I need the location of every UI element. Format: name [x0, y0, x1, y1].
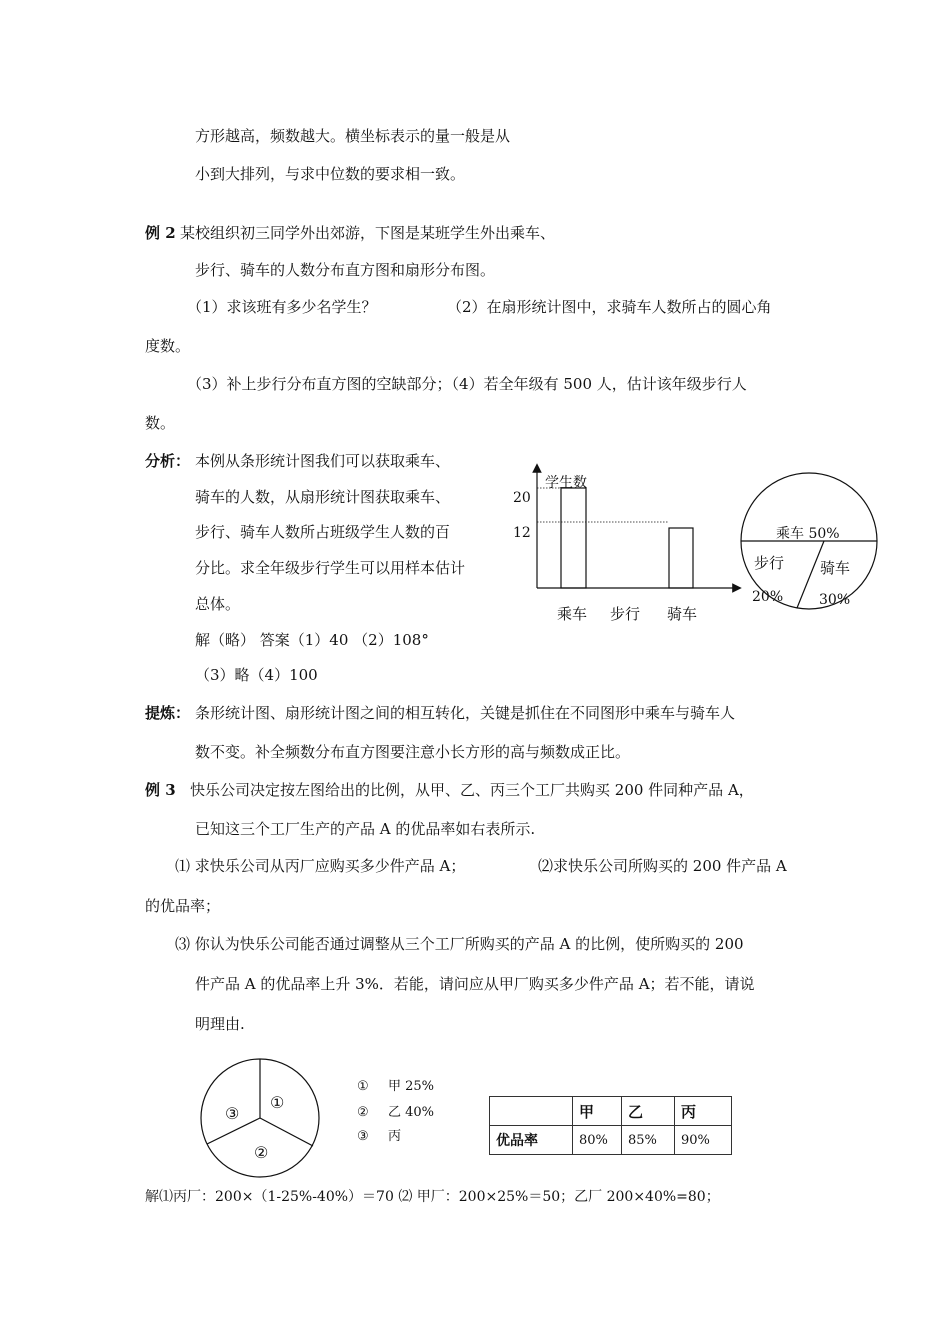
intro-line-2: 小到大排列，与求中位数的要求相一致。 [195, 165, 466, 183]
example3-question-3-line-3: 明理由. [195, 1015, 245, 1033]
example3-question-2-cont: 的优品率； [145, 897, 221, 915]
example3-question-3-line-2: 件产品 A 的优品率上升 3%．若能，请问应从甲厂购买多少件产品 A；若不能，请说 [195, 975, 755, 993]
example2-question-2-cont: 度数。 [145, 337, 191, 355]
analysis-label: 分析： [145, 452, 191, 470]
summary-line-1: 条形统计图、扇形统计图之间的相互转化，关键是抓住在不同图形中乘车与骑车人 [195, 704, 736, 722]
table-header-yi: 乙 [622, 1097, 675, 1126]
example2-line-1: 某校组织初三同学外出郊游，下图是某班学生外出乘车、 [180, 224, 556, 242]
table-header-jia: 甲 [573, 1097, 622, 1126]
example3-question-1: ⑴ 求快乐公司从丙厂应购买多少件产品 A； [175, 857, 466, 875]
summary-line-2: 数不变。补全频数分布直方图要注意小长方形的高与频数成正比。 [195, 743, 631, 761]
table-header-empty [490, 1097, 573, 1126]
legend-text-1: 甲 25% [388, 1079, 435, 1094]
legend-mark-3: ③ [357, 1129, 369, 1144]
example2-line-2: 步行、骑车的人数分布直方图和扇形分布图。 [195, 261, 496, 279]
example3-line-1: 快乐公司决定按左图给出的比例，从甲、乙、丙三个工厂共购买 200 件同种产品 A， [190, 781, 754, 799]
pie-travel-label-chengche: 乘车 50% [776, 526, 840, 542]
pie-factories-label-3: ③ [225, 1104, 240, 1123]
pie-travel-label-buxing-pct: 20% [752, 589, 784, 605]
bar-qiche [669, 528, 693, 588]
pie-travel-label-qiche: 骑车 [820, 559, 851, 577]
intro-line-1: 方形越高，频数越大。横坐标表示的量一般是从 [195, 127, 511, 145]
pie-travel-label-buxing: 步行 [754, 554, 785, 572]
analysis-line-3: 步行、骑车人数所占班级学生人数的百 [195, 523, 451, 541]
example2-question-2: （2）在扇形统计图中，求骑车人数所占的圆心角 [447, 298, 772, 316]
example3-line-2: 已知这三个工厂生产的产品 A 的优品率如右表所示. [195, 820, 536, 838]
bar-chart-tick-12: 12 [513, 525, 531, 541]
summary-label: 提炼： [145, 704, 191, 722]
table-cell-jia: 80% [573, 1126, 622, 1155]
bar-chart-xlabel-0: 乘车 [557, 605, 588, 623]
pie-factories-label-2: ② [254, 1143, 269, 1162]
example2-label: 例 2 [145, 224, 176, 242]
bar-chart-xlabel-2: 骑车 [667, 605, 698, 623]
legend-text-2: 乙 40% [388, 1105, 435, 1120]
quality-rate-table [489, 1096, 732, 1155]
table-header-row [490, 1097, 732, 1126]
table-header-bing: 丙 [675, 1097, 732, 1126]
pie-chart-travel [738, 470, 883, 615]
pie-chart-factories [198, 1056, 323, 1181]
solution-answers: 解（略） 答案（1）40 （2）108° [195, 631, 429, 649]
analysis-line-5: 总体。 [195, 595, 241, 613]
table-cell-bing: 90% [675, 1126, 732, 1155]
example2-question-3-cont: 数。 [145, 414, 176, 432]
analysis-line-1: 本例从条形统计图我们可以获取乘车、 [195, 452, 451, 470]
legend-text-3: 丙 [388, 1129, 402, 1144]
legend-mark-1: ① [357, 1079, 369, 1094]
bar-chart-xlabel-1: 步行 [610, 605, 641, 623]
solution-answers-2: （3）略（4）100 [195, 666, 318, 684]
example3-question-2: ⑵求快乐公司所购买的 200 件产品 A [538, 857, 787, 875]
pie-factories-label-1: ① [270, 1093, 285, 1112]
bar-chart-tick-20: 20 [513, 490, 531, 506]
analysis-line-2: 骑车的人数，从扇形统计图获取乘车、 [195, 488, 451, 506]
pie-travel-label-qiche-pct: 30% [819, 592, 851, 608]
table-cell-yi: 85% [622, 1126, 675, 1155]
example3-question-3: ⑶ 你认为快乐公司能否通过调整从三个工厂所购买的产品 A 的比例，使所购买的 200 [175, 935, 744, 953]
example3-label: 例 3 [145, 781, 176, 799]
example2-question-1: （1）求该班有多少名学生？ [187, 298, 377, 316]
legend-mark-2: ② [357, 1105, 369, 1120]
bar-chart [505, 460, 750, 630]
table-row-label: 优品率 [490, 1126, 573, 1155]
pie-factories-radius-right [260, 1118, 313, 1146]
table-row [490, 1126, 732, 1155]
example3-solution: 解⑴丙厂：200×（1-25%-40%）＝70 ⑵ 甲厂：200×25%＝50；乙厂 200×40%=80； [145, 1189, 720, 1205]
bar-chart-ylabel: 学生数 [545, 475, 587, 491]
example2-question-3: （3）补上步行分布直方图的空缺部分；（4）若全年级有 500 人，估计该年级步行人 [187, 375, 747, 393]
bar-chengche [561, 488, 586, 588]
analysis-line-4: 分比。求全年级步行学生可以用样本估计 [195, 559, 466, 577]
